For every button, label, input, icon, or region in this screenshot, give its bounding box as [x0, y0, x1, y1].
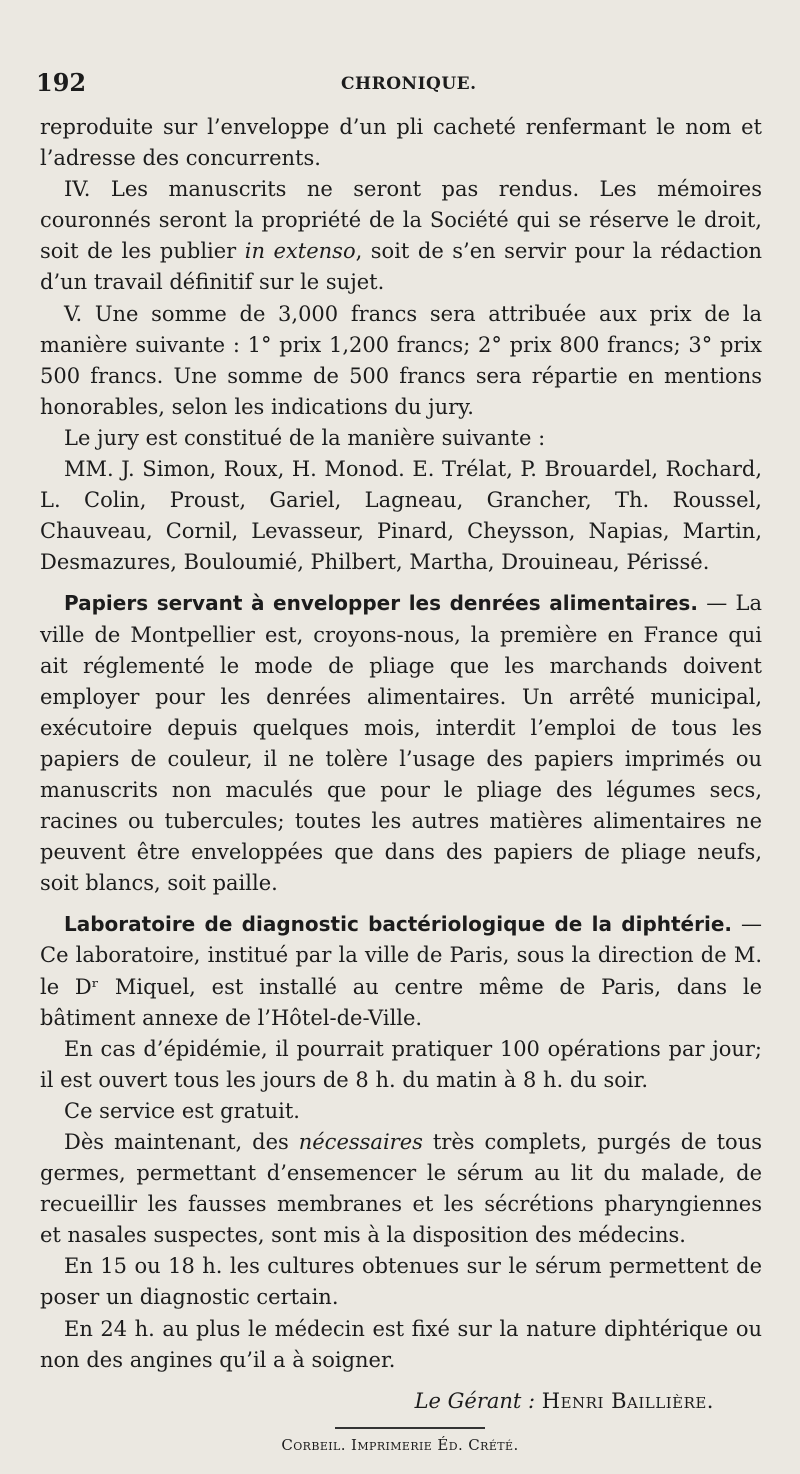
signature	[40, 1386, 762, 1417]
body-text	[40, 112, 762, 1417]
article-iv-text-b: , soit de s’en servir pour la rédaction d’un travail définitif sur le sujet.	[40, 239, 762, 295]
article-iv-emphasis: in extenso	[244, 239, 356, 264]
paragraph-envelope: reproduite sur l’enveloppe d’un pli cacheté renfermant le nom et l’adresse des concurrents.	[40, 115, 762, 171]
paragraph-diagnostic: En 24 h. au plus le médecin est fixé sur la nature diphtérique ou non des angines qu’il a à soigner.	[40, 1316, 762, 1372]
necessaires-emphasis: nécessaires	[298, 1130, 423, 1154]
section-laboratoire	[40, 909, 762, 1033]
running-head: CHRONIQUE.	[341, 74, 477, 94]
paragraph-article-v: V. Une somme de 3,000 francs sera attribuée aux prix de la manière suivante : 1° prix 1,200 francs; 2° prix 800 francs; 3° prix 500 francs. Une somme de 500 francs sera répartie en mentions honorables, selon les indications du jury.	[40, 301, 762, 419]
section-papiers-title: Papiers servant à envelopper les denrées alimentaires.	[64, 591, 698, 616]
paragraph-necessaires	[40, 1127, 762, 1251]
paragraph-epidemie: En cas d’épidémie, il pourrait pratiquer 100 opérations par jour; il est ouvert tous les jours de 8 h. du matin à 8 h. du soir.	[40, 1036, 762, 1092]
section-laboratoire-body: — Ce laboratoire, institué par la ville de Paris, sous la direction de M. le Dʳ Miquel, est installé au centre même de Paris, dans le bâtiment annexe de l’Hôtel-de-Ville.	[40, 912, 763, 1030]
article-iv-text-a: IV. Les manuscrits ne seront pas rendus. Les mémoires couronnés seront la propriété de la Société qui se réserve le droit, soit de les publier	[40, 177, 762, 264]
paragraph-jury-members: MM. J. Simon, Roux, H. Monod. E. Trélat, P. Brouardel, Rochard, L. Colin, Proust, Gariel, Lagneau, Grancher, Th. Roussel, Chauveau, Cornil, Levasseur, Pinard, Cheysson, Napias, Martin, Desmazures, Bouloumié, Philbert, Martha, Drouineau, Périssé.	[40, 457, 762, 575]
paragraph-jury-intro: Le jury est constitué de la manière suivante :	[64, 425, 546, 450]
signature-label: Le Gérant :	[414, 1388, 536, 1413]
necessaires-text-a: Dès maintenant, des	[64, 1130, 299, 1154]
signature-name: Henri Baillière.	[541, 1388, 714, 1413]
necessaires-text-b: très complets, purgés de tous germes, permettant d’ensemencer le sérum au lit du malade, de recueillir les fausses membranes et les sécrétions pharyngiennes et nasales suspectes, sont mis à la disposition des médecins.	[40, 1130, 762, 1248]
page-header	[36, 68, 760, 102]
printer-imprint: Corbeil. Imprimerie Éd. Crété.	[281, 1436, 519, 1454]
page-number: 192	[36, 68, 87, 97]
paragraph-article-iv	[40, 174, 762, 298]
footer-rule	[335, 1427, 485, 1429]
section-laboratoire-title: Laboratoire de diagnostic bactériologique de la diphtérie.	[64, 912, 733, 937]
section-papiers	[40, 588, 762, 899]
paragraph-cultures: En 15 ou 18 h. les cultures obtenues sur le sérum permettent de poser un diagnostic certain.	[40, 1254, 762, 1310]
section-papiers-body: — La ville de Montpellier est, croyons-nous, la première en France qui ait réglementé le mode de pliage que les marchands doivent employer pour les denrées alimentaires. Un arrêté municipal, exécutoire depuis quelques mois, interdit l’emploi de tous les papiers de couleur, il ne tolère l’usage des papiers imprimés ou manuscrits non maculés que pour le pliage des légumes secs, racines ou tubercules; toutes les autres matières alimentaires ne peuvent être enveloppées que dans des papiers de pliage neufs, soit blancs, soit paille.	[40, 591, 762, 896]
paragraph-gratuit: Ce service est gratuit.	[64, 1098, 300, 1123]
